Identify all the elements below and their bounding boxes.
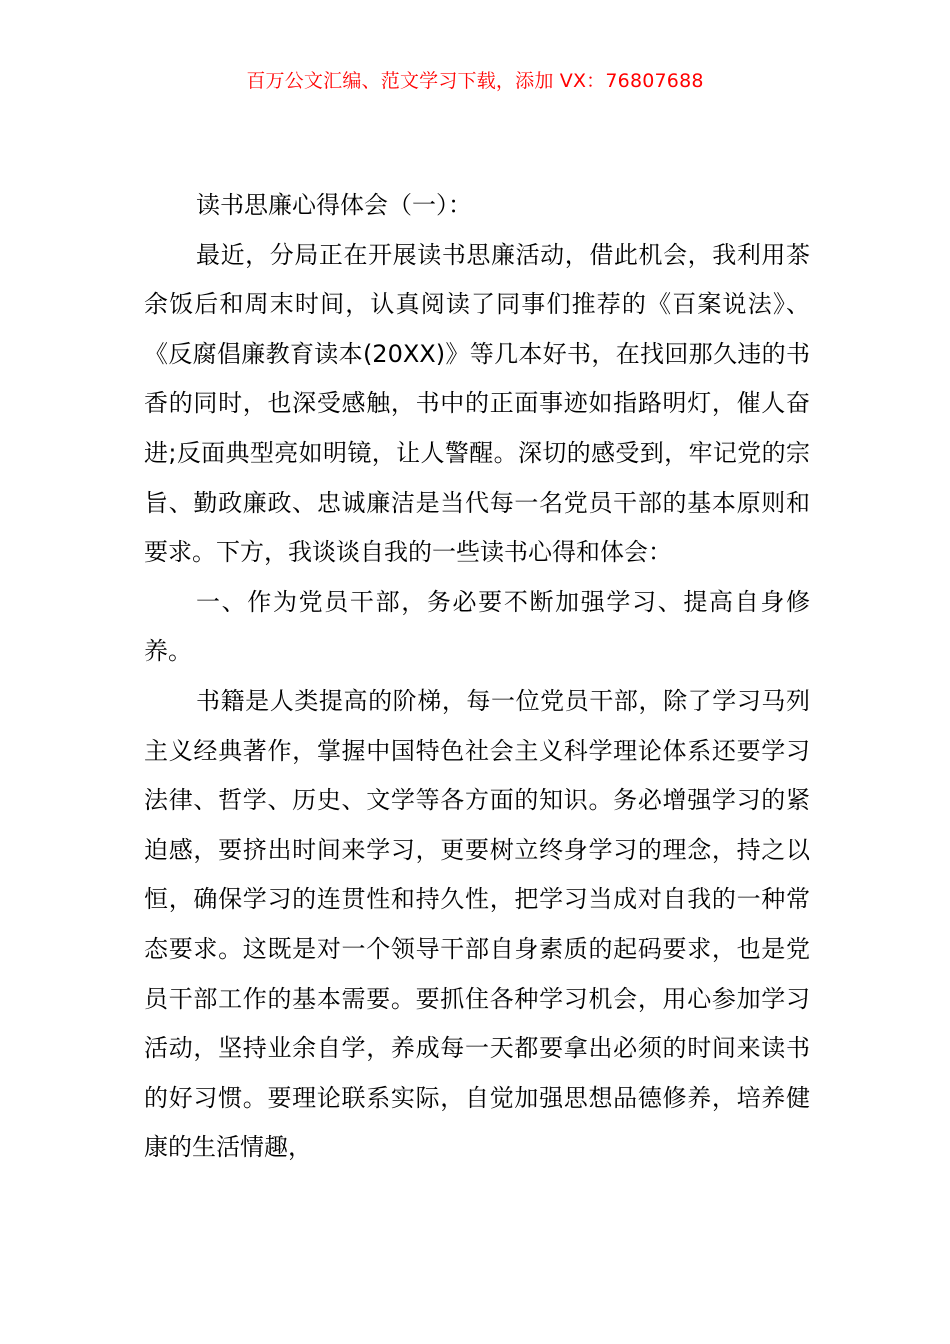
paragraph-2: 书籍是人类提高的阶梯，每一位党员干部，除了学习马列主义经典著作，掌握中国特色社会主义科学理论体系还要学习法律、哲学、历史、文学等各方面的知识。务必增强学习的紧迫感，要挤出时间来学习，更要树立终身学习的理念，持之以恒，确保学习的连贯性和持久性，把学习当成对自我的一种常态要求。这既是对一个领导干部自身素质的起码要求，也是党员干部工作的基本需要。要抓住各种学习机会，用心参加学习活动，坚持业余自学，养成每一天都要拿出必须的时间来读书的好习惯。要理论联系实际，自觉加强思想品德修养，培养健康的生活情趣， [144,686,810,1162]
document-title: 读书思廉心得体会（一）： [196,191,472,219]
header-notice: 百万公文汇编、范文学习下载，添加 VX：76807688 [246,70,704,92]
paragraph-1: 最近，分局正在开展读书思廉活动，借此机会，我利用茶余饭后和周末时间，认真阅读了同事们推荐的《百案说法》、《反腐倡廉教育读本(20XX)》等几本好书，在找回那久违的书香的同时，也深受感触，书中的正面事迹如指路明灯，催人奋进;反面典型亮如明镜，让人警醒。深切的感受到，牢记党的宗旨、勤政廉政、忠诚廉洁是当代每一名党员干部的基本原则和要求。下方，我谈谈自我的一些读书心得和体会： [144,240,810,567]
section-heading-1: 一、作为党员干部，务必要不断加强学习、提高自身修养。 [144,587,810,666]
document-body [144,181,810,1173]
